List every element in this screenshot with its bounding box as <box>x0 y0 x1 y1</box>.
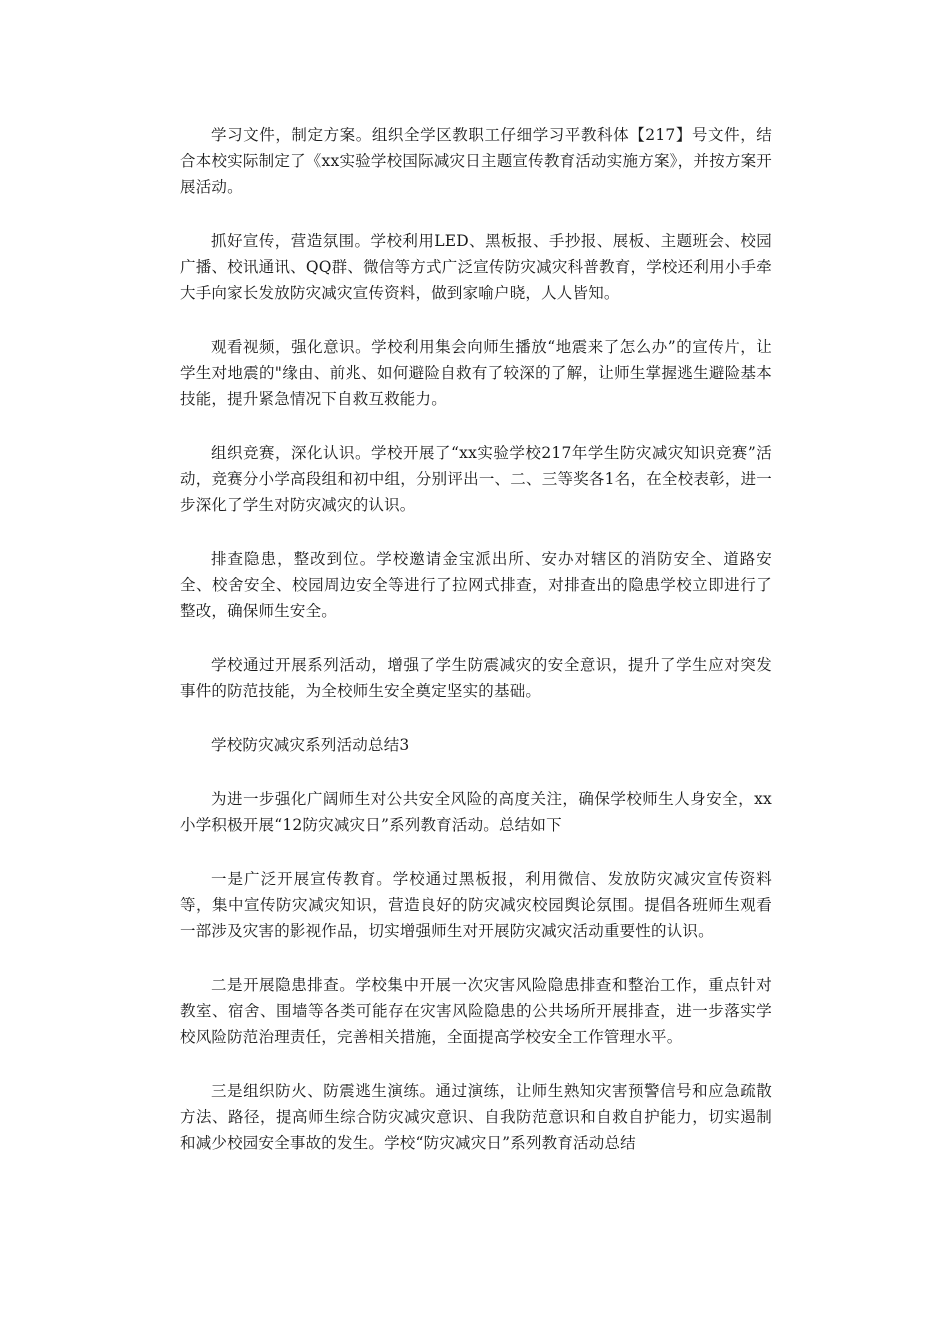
document-body <box>180 122 772 1184</box>
paragraph-point-two: 二是开展隐患排查。学校集中开展一次灾害风险隐患排查和整治工作，重点针对教室、宿舍、围墙等各类可能存在灾害风险隐患的公共场所开展排查，进一步落实学校风险防范治理责任，完善相关措施，全面提高学校安全工作管理水平。 <box>180 976 772 1046</box>
paragraph-point-three: 三是组织防火、防震逃生演练。通过演练，让师生熟知灾害预警信号和应急疏散方法、路径，提高师生综合防灾减灾意识、自我防范意识和自救自护能力，切实遏制和减少校园安全事故的发生。学校“防灾减灾日”系列教育活动总结 <box>180 1082 772 1152</box>
paragraph-intro: 为进一步强化广阔师生对公共安全风险的高度关注，确保学校师生人身安全，xx小学积极开展“12防灾减灾日”系列教育活动。总结如下 <box>180 790 772 834</box>
paragraph-video: 观看视频，强化意识。学校利用集会向师生播放“地震来了怎么办”的宣传片，让学生对地震的"缘由、前兆、如何避险自救有了较深的了解，让师生掌握逃生避险基本技能，提升紧急情况下自救互救能力。 <box>180 338 772 408</box>
paragraph-competition: 组织竞赛，深化认识。学校开展了“xx实验学校217年学生防灾减灾知识竞赛”活动，竞赛分小学高段组和初中组，分别评出一、二、三等奖各1名，在全校表彰，进一步深化了学生对防灾减灾的认识。 <box>180 444 772 514</box>
paragraph-hazard-check: 排查隐患，整改到位。学校邀请金宝派出所、安办对辖区的消防安全、道路安全、校舍安全、校园周边安全等进行了拉网式排查，对排查出的隐患学校立即进行了整改，确保师生安全。 <box>180 550 772 620</box>
paragraph-conclusion: 学校通过开展系列活动，增强了学生防震减灾的安全意识，提升了学生应对突发事件的防范技能，为全校师生安全奠定坚实的基础。 <box>180 656 772 700</box>
paragraph-point-one: 一是广泛开展宣传教育。学校通过黑板报，利用微信、发放防灾减灾宣传资料等，集中宣传防灾减灾知识，营造良好的防灾减灾校园舆论氛围。提倡各班师生观看一部涉及灾害的影视作品，切实增强师生对开展防灾减灾活动重要性的认识。 <box>180 870 772 940</box>
paragraph-publicity: 抓好宣传，营造氛围。学校利用LED、黑板报、手抄报、展板、主题班会、校园广播、校讯通讯、QQ群、微信等方式广泛宣传防灾减灾科普教育，学校还利用小手牵大手向家长发放防灾减灾宣传资料，做到家喻户晓，人人皆知。 <box>180 232 772 302</box>
paragraph-study-documents: 学习文件，制定方案。组织全学区教职工仔细学习平教科体【217】号文件，结合本校实际制定了《xx实验学校国际减灾日主题宣传教育活动实施方案》，并按方案开展活动。 <box>180 126 772 196</box>
section-title: 学校防灾减灾系列活动总结3 <box>211 736 410 754</box>
